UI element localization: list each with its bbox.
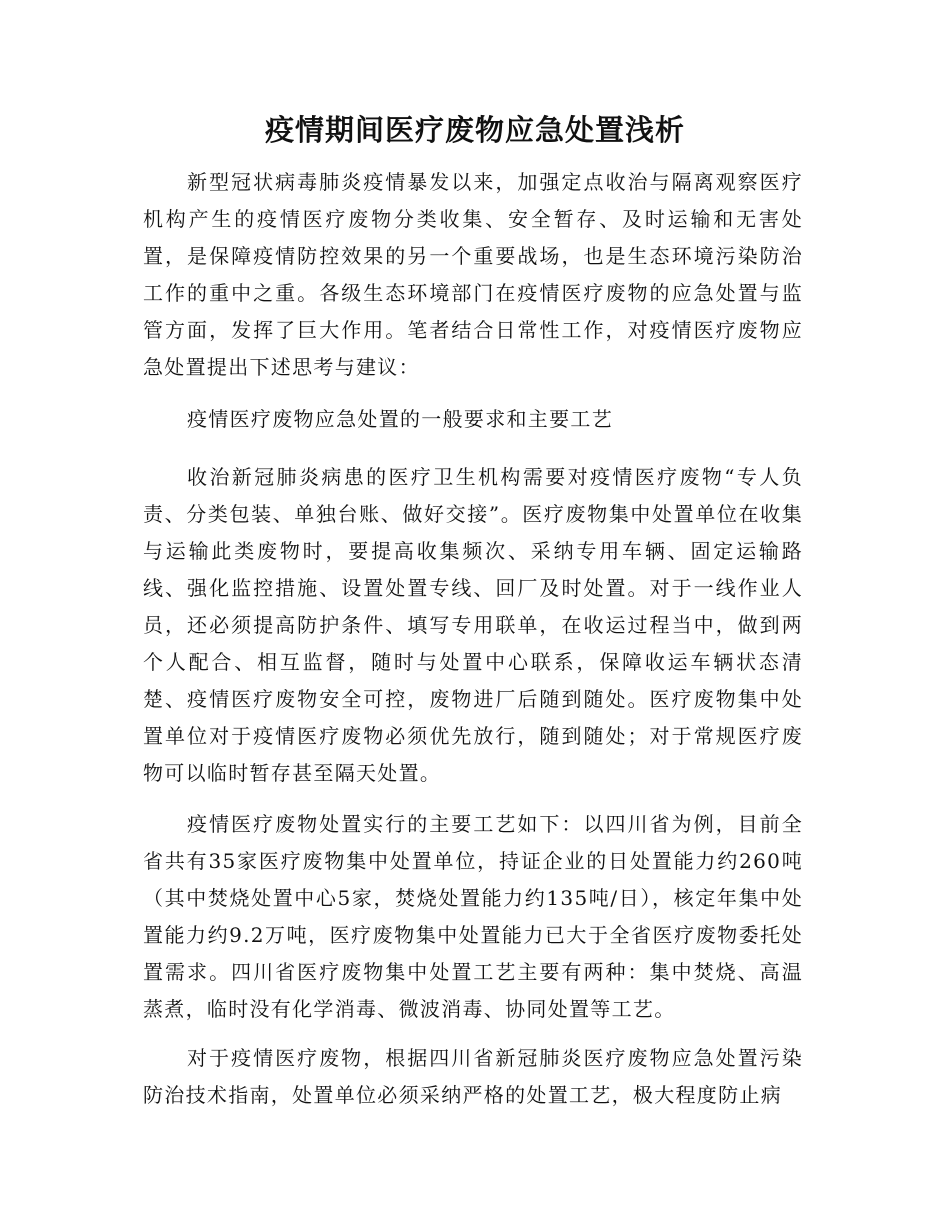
paragraph-process: 疫情医疗废物处置实行的主要工艺如下：以四川省为例，目前全省共有35家医疗废物集中处置单位，持证企业的日处置能力约260吨（其中焚烧处置中心5家，焚烧处置能力约135吨/日），核定年集中处置能力约9.2万吨，医疗废物集中处置能力已大于全省医疗废物委托处置需求。四川省医疗废物集中处置工艺主要有两种：集中焚烧、高温蒸煮，临时没有化学消毒、微波消毒、协同处置等工艺。 <box>143 812 803 1021</box>
document-title: 疫情期间医疗废物应急处置浅析 <box>264 113 685 147</box>
paragraph-requirements: 收治新冠肺炎病患的医疗卫生机构需要对疫情医疗废物“专人负责、分类包装、单独台账、做好交接”。医疗废物集中处置单位在收集与运输此类废物时，要提高收集频次、采纳专用车辆、固定运输路线、强化监控措施、设置处置专线、回厂及时处置。对于一线作业人员，还必须提高防护条件、填写专用联单，在收运过程当中，做到两个人配合、相互监督，随时与处置中心联系，保障收运车辆状态清楚、疫情医疗废物安全可控，废物进厂后随到随处。医疗废物集中处置单位对于疫情医疗废物必须优先放行，随到随处；对于常规医疗废物可以临时暂存甚至隔天处置。 <box>143 465 803 785</box>
section-heading: 疫情医疗废物应急处置的一般要求和主要工艺 <box>187 407 613 431</box>
paragraph-intro: 新型冠状病毒肺炎疫情暴发以来，加强定点收治与隔离观察医疗机构产生的疫情医疗废物分类收集、安全暂存、及时运输和无害处置，是保障疫情防控效果的另一个重要战场，也是生态环境污染防治工作的重中之重。各级生态环境部门在疫情医疗废物的应急处置与监管方面，发挥了巨大作用。笔者结合日常性工作，对疫情医疗废物应急处置提出下述思考与建议： <box>143 170 803 379</box>
paragraph-epidemic-waste: 对于疫情医疗废物，根据四川省新冠肺炎医疗废物应急处置污染防治技术指南，处置单位必须采纳严格的处置工艺，极大程度防止病 <box>143 1046 803 1107</box>
